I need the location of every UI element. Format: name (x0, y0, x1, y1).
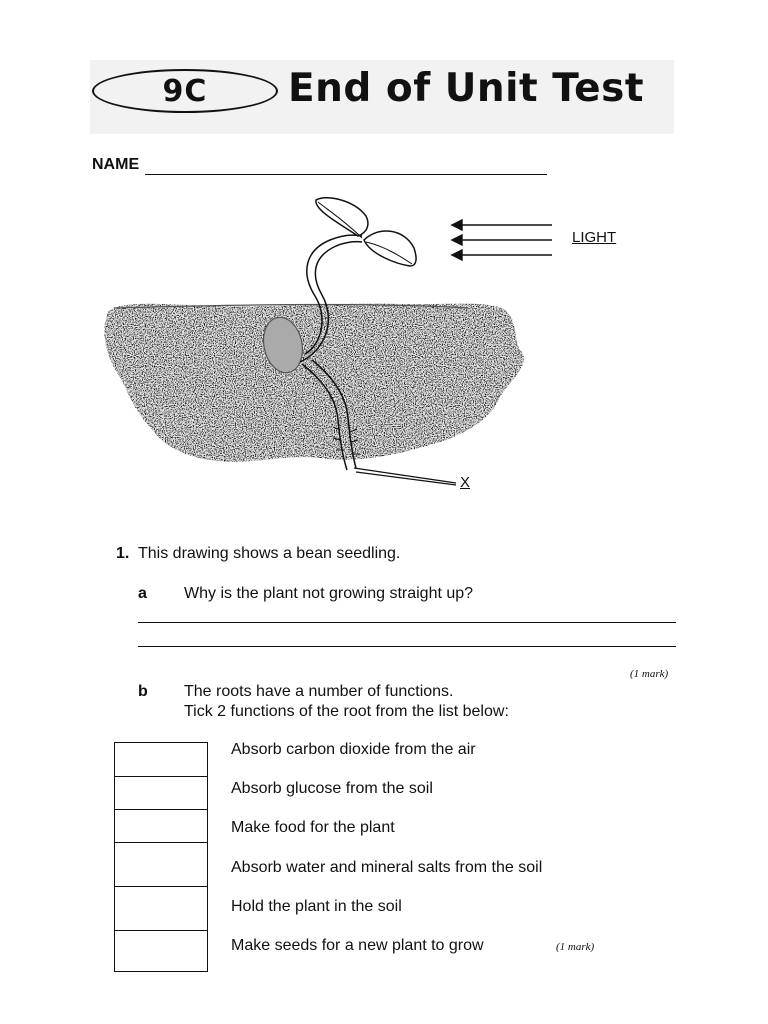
part-b-letter: b (138, 683, 148, 700)
x-pointer-lines (354, 468, 456, 485)
unit-code-oval (92, 69, 278, 113)
question-number: 1. (116, 545, 130, 562)
part-a-letter: a (138, 585, 147, 602)
mark-allocation: (1 mark) (630, 668, 669, 680)
part-b-question: The roots have a number of functions. (184, 683, 454, 700)
tick-box-5[interactable] (115, 886, 207, 930)
option-glucose: Absorb glucose from the soil (231, 780, 433, 797)
tick-box-column (114, 742, 208, 972)
light-arrows (452, 220, 552, 260)
option-make-seeds: Make seeds for a new plant to grow (231, 937, 484, 954)
answer-line[interactable] (138, 622, 676, 623)
tick-box-3[interactable] (115, 809, 207, 842)
option-hold-plant: Hold the plant in the soil (231, 898, 402, 915)
x-label: X (460, 474, 471, 491)
leaves (316, 198, 416, 266)
name-label: NAME (92, 156, 140, 173)
page-title: End of Unit Test (288, 66, 644, 111)
tick-box-2[interactable] (115, 776, 207, 809)
bean-seedling-drawing (100, 192, 560, 492)
question-intro: This drawing shows a bean seedling. (138, 545, 401, 562)
name-answer-line[interactable] (145, 174, 547, 175)
answer-line[interactable] (138, 646, 676, 647)
part-a-question: Why is the plant not growing straight up? (184, 585, 474, 602)
test-header (90, 60, 674, 134)
tick-box-6[interactable] (115, 930, 207, 973)
tick-box-1[interactable] (115, 743, 207, 776)
mark-allocation: (1 mark) (556, 941, 595, 953)
part-b-instruction: Tick 2 functions of the root from the list below: (184, 703, 509, 720)
tick-box-4[interactable] (115, 842, 207, 886)
light-label: LIGHT (572, 229, 617, 246)
option-water-minerals: Absorb water and mineral salts from the soil (231, 859, 543, 876)
unit-code: 9C (162, 73, 208, 109)
soil (104, 304, 523, 462)
option-make-food: Make food for the plant (231, 819, 395, 836)
option-carbon-dioxide: Absorb carbon dioxide from the air (231, 741, 476, 758)
